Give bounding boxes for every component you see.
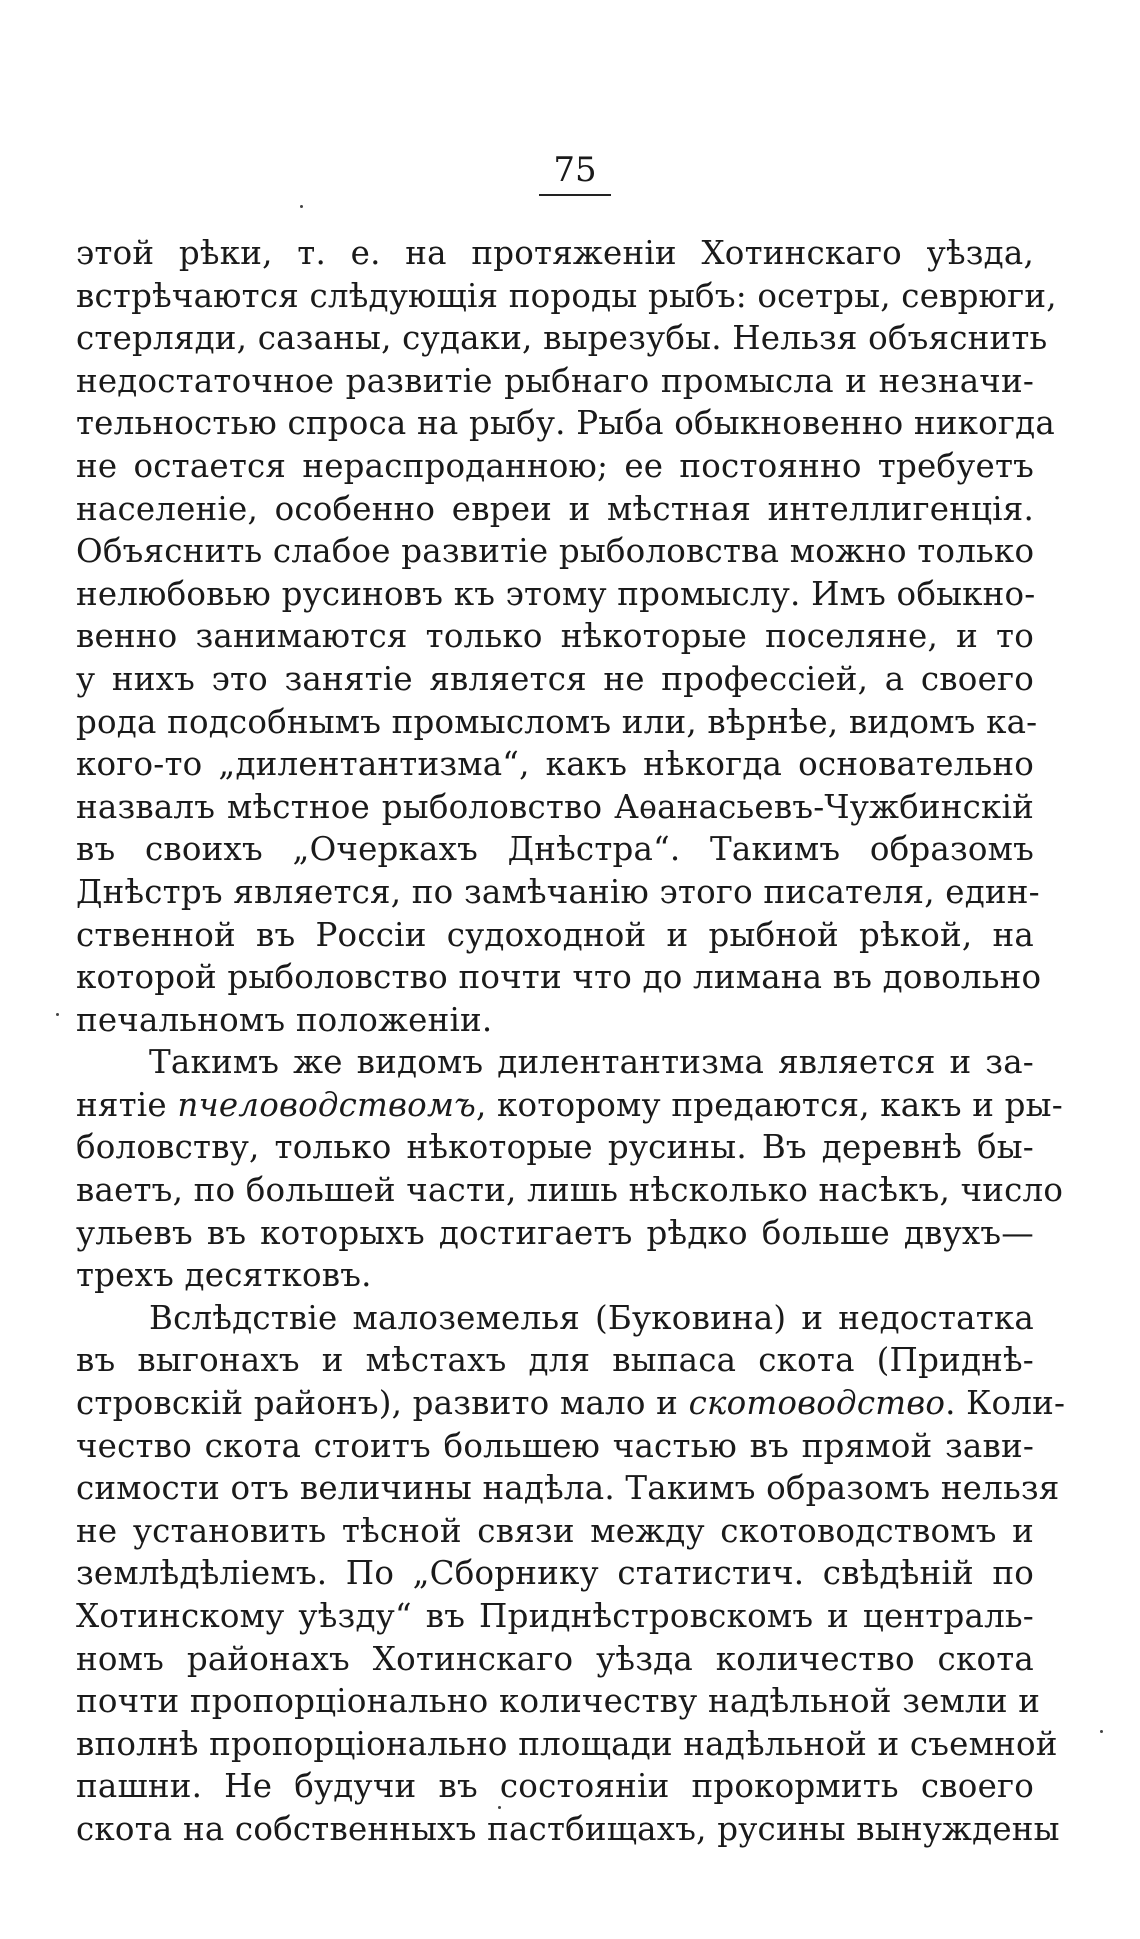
text-line: которой рыболовство почти что до лимана въ довольно [76,958,1042,997]
line-fragment: нятіе [76,1085,167,1124]
italic-term: скотоводство [688,1384,946,1423]
text-line: Днѣстръ является, по замѣчанію этого писателя, един- [76,872,1040,911]
text-line: назвалъ мѣстное рыболовство Аѳанасьевъ-Чужбинскій [76,787,1034,826]
text-line: симости отъ величины надѣла. Такимъ образомъ нельзя [76,1469,1060,1508]
text-line: тельностью спроса на рыбу. Рыба обыкновенно никогда [76,404,1055,443]
text-line: стерляди, сазаны, судаки, вырезубы. Нельзя объяснить [76,319,1048,358]
text-line: не установить тѣсной связи между скотоводствомъ и [76,1511,1034,1550]
text-line: кого-то „дилентантизма“, какъ нѣкогда основательно [76,745,1034,784]
page-number-text: 75 [539,150,610,196]
text-line: пашни. Не будучи въ состояніи прокормить своего [76,1767,1034,1806]
body-text [76,232,1066,1851]
text-line: Хотинскому уѣзду“ въ Приднѣстровскомъ и централь- [76,1597,1034,1635]
print-speck [1100,1730,1103,1733]
print-speck [498,1806,501,1809]
text-line: почти пропорціонально количеству надѣльной земли и [76,1682,1041,1721]
line-fragment: . Коли- [945,1384,1066,1423]
text-line: ваетъ, по большей части, лишь нѣсколько насѣкъ, число [76,1171,1064,1210]
text-line: боловству, только нѣкоторые русины. Въ деревнѣ бы- [76,1128,1034,1167]
text-line: печальномъ положеніи. [76,1000,493,1039]
text-line: Такимъ же видомъ дилентантизма является и за- [149,1043,1034,1082]
print-speck [300,205,303,208]
text-line: не остается нераспроданною; ее постоянно требуетъ [76,446,1034,485]
text-line: Объяснить слабое развитіе рыболовства можно только [76,532,1035,571]
text-line: трехъ десятковъ. [76,1256,372,1295]
page-number [0,150,1140,196]
text-line: чество скота стоитъ большею частью въ прямой зави- [76,1426,1034,1465]
text-line: этой рѣки, т. е. на протяженіи Хотинскаго уѣзда, [76,234,1034,272]
text-line: рода подсобнымъ промысломъ или, вѣрнѣе, видомъ ка- [76,702,1038,741]
text-line [76,1084,1063,1127]
print-speck [56,1013,59,1016]
line-fragment: , которому предаются, какъ и ры- [475,1085,1063,1124]
text-line: вполнѣ пропорціонально площади надѣльной и съемной [76,1724,1058,1763]
text-line [76,1382,1066,1425]
text-line: встрѣчаются слѣдующія породы рыбъ: осетры, севрюги, [76,276,1057,315]
text-line: номъ районахъ Хотинскаго уѣзда количество скота [76,1639,1034,1678]
text-line: у нихъ это занятіе является не профессіей, а своего [76,659,1034,698]
text-line: ственной въ Россіи судоходной и рыбной рѣкой, на [76,915,1034,954]
text-line: Вслѣдствіе малоземелья (Буковина) и недостатка [149,1298,1034,1337]
text-line: въ выгонахъ и мѣстахъ для выпаса скота (Приднѣ- [76,1341,1034,1380]
text-line: землѣдѣліемъ. По „Сборнику статистич. свѣдѣній по [76,1554,1034,1593]
text-line: венно занимаются только нѣкоторые поселяне, и то [76,617,1034,656]
line-fragment: стровскій районъ), развито мало и [76,1384,679,1423]
text-line: населеніе, особенно евреи и мѣстная интеллигенція. [76,489,1034,528]
text-line: нелюбовью русиновъ къ этому промыслу. Имъ обыкно- [76,574,1036,613]
text-line: ульевъ въ которыхъ достигаетъ рѣдко больше двухъ— [76,1213,1034,1252]
text-line: въ своихъ „Очеркахъ Днѣстра“. Такимъ образомъ [76,830,1034,869]
text-line: скота на собственныхъ пастбищахъ, русины вынуждены [76,1809,1060,1848]
italic-term: пчеловодствомъ [177,1085,476,1124]
text-line: недостаточное развитіе рыбнаго промысла и незначи- [76,361,1034,400]
